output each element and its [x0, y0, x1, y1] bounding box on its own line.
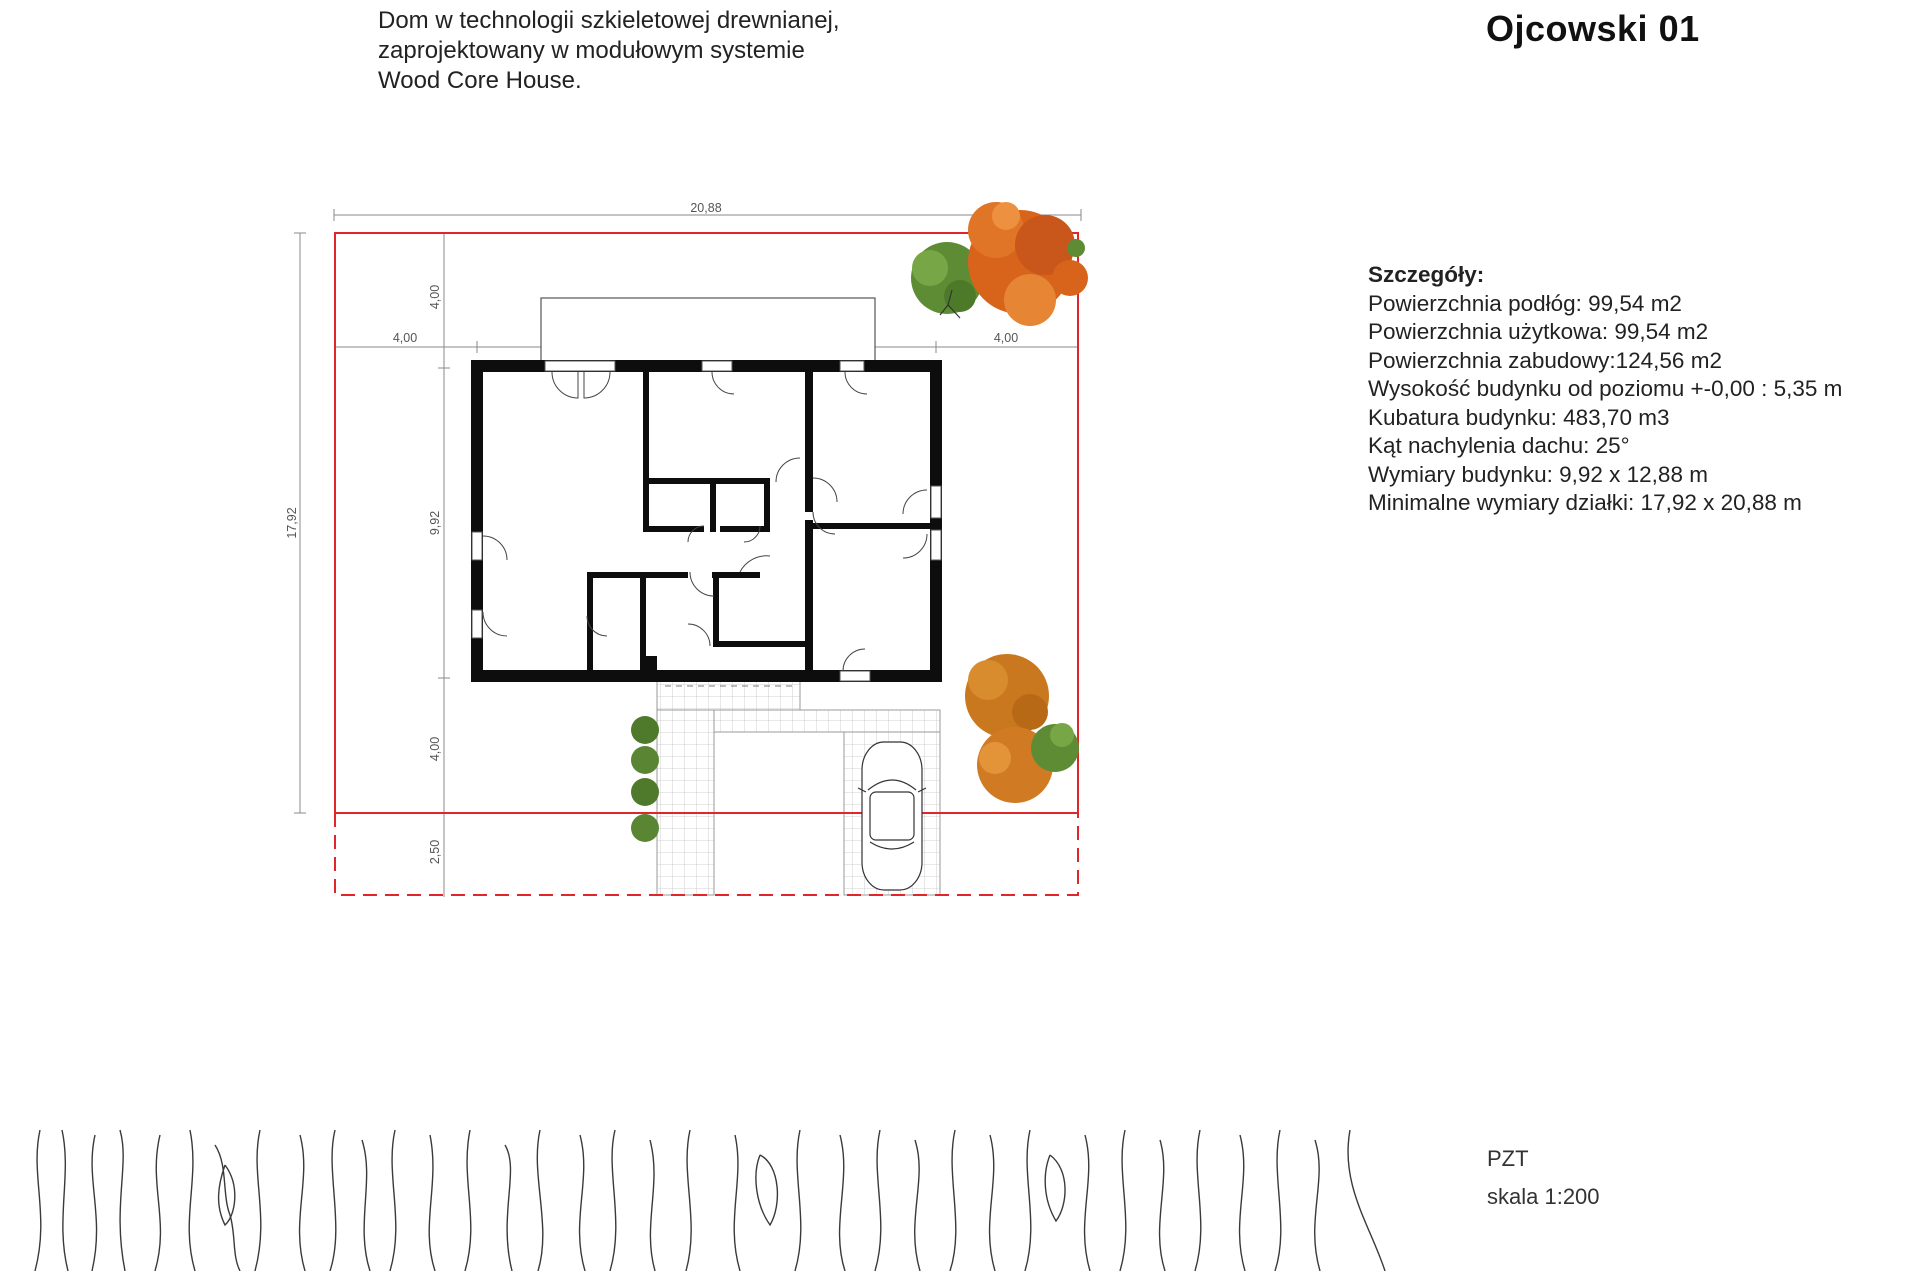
- dim-plot-width: 20,88: [690, 201, 722, 215]
- dim-front-setback: 4,00: [428, 284, 442, 310]
- dim-plot-height: 17,92: [285, 507, 299, 539]
- detail-row: Powierzchnia zabudowy:124,56 m2: [1368, 347, 1722, 373]
- intro-line: Dom w technologii szkieletowej drewnianej,: [378, 7, 840, 34]
- detail-row: Wysokość budynku od poziomu +-0,00 : 5,35 m: [1368, 376, 1843, 401]
- details-heading: Szczegóły:: [1368, 262, 1485, 287]
- dim-right-setback: 4,00: [993, 331, 1019, 345]
- car-icon: [858, 742, 926, 890]
- drawing-type: PZT: [1487, 1146, 1529, 1171]
- drawing-scale: skala 1:200: [1487, 1184, 1600, 1209]
- building-walls: [477, 366, 936, 676]
- dim-rear-setback: 4,00: [428, 736, 442, 762]
- intro-line: zaprojektowany w modułowym systemie: [378, 37, 805, 64]
- tree-icon: [631, 716, 659, 842]
- tree-icon: [965, 654, 1079, 803]
- dim-road-strip: 2,50: [428, 839, 442, 865]
- detail-row: Powierzchnia podłóg: 99,54 m2: [1368, 290, 1682, 316]
- detail-row: Powierzchnia użytkowa: 99,54 m2: [1368, 319, 1709, 344]
- terrace: [541, 298, 875, 366]
- door-swing-icon: [483, 372, 927, 671]
- window-icon: [472, 361, 941, 681]
- project-title: Ojcowski 01: [1486, 8, 1700, 49]
- detail-row: Kąt nachylenia dachu: 25°: [1368, 433, 1630, 458]
- dim-building-depth: 9,92: [428, 510, 442, 536]
- wood-grain-lines: [35, 1130, 1385, 1271]
- detail-row: Kubatura budynku: 483,70 m3: [1368, 404, 1670, 430]
- detail-row: Wymiary budynku: 9,92 x 12,88 m: [1368, 461, 1708, 487]
- wood-grain-pattern: [0, 1125, 1920, 1271]
- dim-left-setback: 4,00: [392, 331, 418, 345]
- footpath: [657, 710, 714, 895]
- detail-row: Minimalne wymiary działki: 17,92 x 20,88 m: [1368, 490, 1802, 515]
- path-connector: [714, 710, 940, 732]
- tree-icon: [911, 202, 1088, 326]
- intro-line: Wood Core House.: [378, 67, 582, 94]
